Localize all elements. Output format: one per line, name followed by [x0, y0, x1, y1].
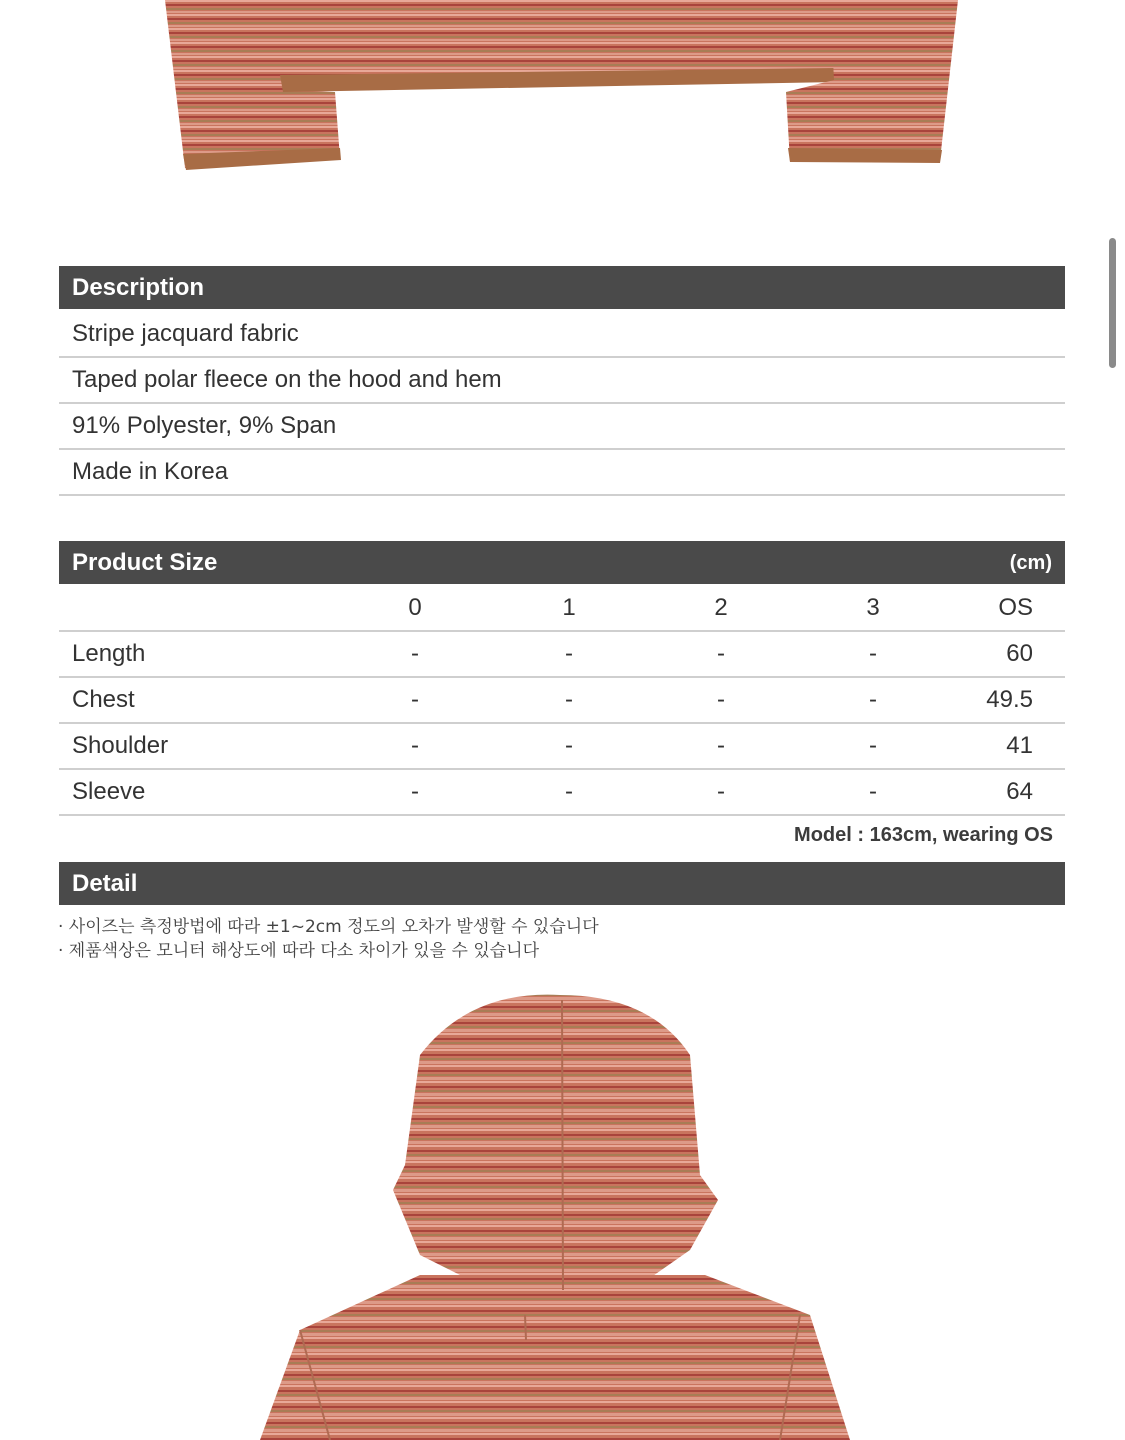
detail-note: · 사이즈는 측정방법에 따라 ±1~2cm 정도의 오차가 발생할 수 있습니다 — [58, 917, 599, 937]
size-cell: 49.5 — [986, 686, 1033, 713]
size-row — [59, 678, 1065, 724]
size-cell: - — [869, 686, 877, 713]
size-cell: - — [717, 732, 725, 759]
description-item — [59, 404, 1065, 450]
size-cell: - — [411, 686, 419, 713]
size-row — [59, 770, 1065, 816]
description-text: 91% Polyester, 9% Span — [72, 412, 337, 439]
size-title: Product Size — [72, 549, 218, 576]
description-title: Description — [72, 274, 205, 301]
size-row-label: Chest — [72, 686, 135, 713]
description-item — [59, 450, 1065, 496]
product-photo-hood — [0, 985, 1125, 1440]
description-header — [59, 266, 1065, 309]
size-cell: - — [411, 732, 419, 759]
size-cell: - — [565, 640, 573, 667]
scrollbar[interactable] — [1109, 238, 1116, 368]
size-column-header-row — [59, 586, 1065, 632]
size-column-header: 3 — [866, 594, 880, 621]
size-column-header: OS — [998, 594, 1033, 621]
size-cell: - — [565, 732, 573, 759]
size-row — [59, 632, 1065, 678]
detail-title: Detail — [72, 870, 138, 897]
size-cell: 60 — [1006, 640, 1033, 667]
size-row-label: Sleeve — [72, 778, 146, 805]
size-cell: - — [411, 778, 419, 805]
description-text: Taped polar fleece on the hood and hem — [72, 366, 502, 393]
size-column-header: 1 — [562, 594, 576, 621]
size-cell: - — [869, 778, 877, 805]
size-cell: - — [869, 640, 877, 667]
size-row-label: Length — [72, 640, 146, 667]
description-item — [59, 312, 1065, 358]
detail-header — [59, 862, 1065, 905]
size-cell: - — [565, 686, 573, 713]
size-column-header: 0 — [408, 594, 422, 621]
product-photo-top — [0, 0, 1125, 200]
size-unit: (cm) — [1009, 552, 1052, 574]
size-cell: 64 — [1006, 778, 1033, 805]
description-text: Made in Korea — [72, 458, 229, 485]
size-column-header: 2 — [714, 594, 728, 621]
size-cell: - — [411, 640, 419, 667]
size-header — [59, 541, 1065, 584]
size-cell: - — [565, 778, 573, 805]
size-row — [59, 724, 1065, 770]
description-text: Stripe jacquard fabric — [72, 320, 299, 347]
detail-notes — [58, 915, 599, 963]
model-note: Model : 163cm, wearing OS — [794, 824, 1053, 846]
size-row-label: Shoulder — [72, 732, 169, 759]
detail-note: · 제품색상은 모니터 해상도에 따라 다소 차이가 있을 수 있습니다 — [58, 941, 540, 961]
size-cell: 41 — [1006, 732, 1033, 759]
size-cell: - — [717, 640, 725, 667]
size-cell: - — [717, 778, 725, 805]
description-item — [59, 358, 1065, 404]
size-cell: - — [717, 686, 725, 713]
size-cell: - — [869, 732, 877, 759]
